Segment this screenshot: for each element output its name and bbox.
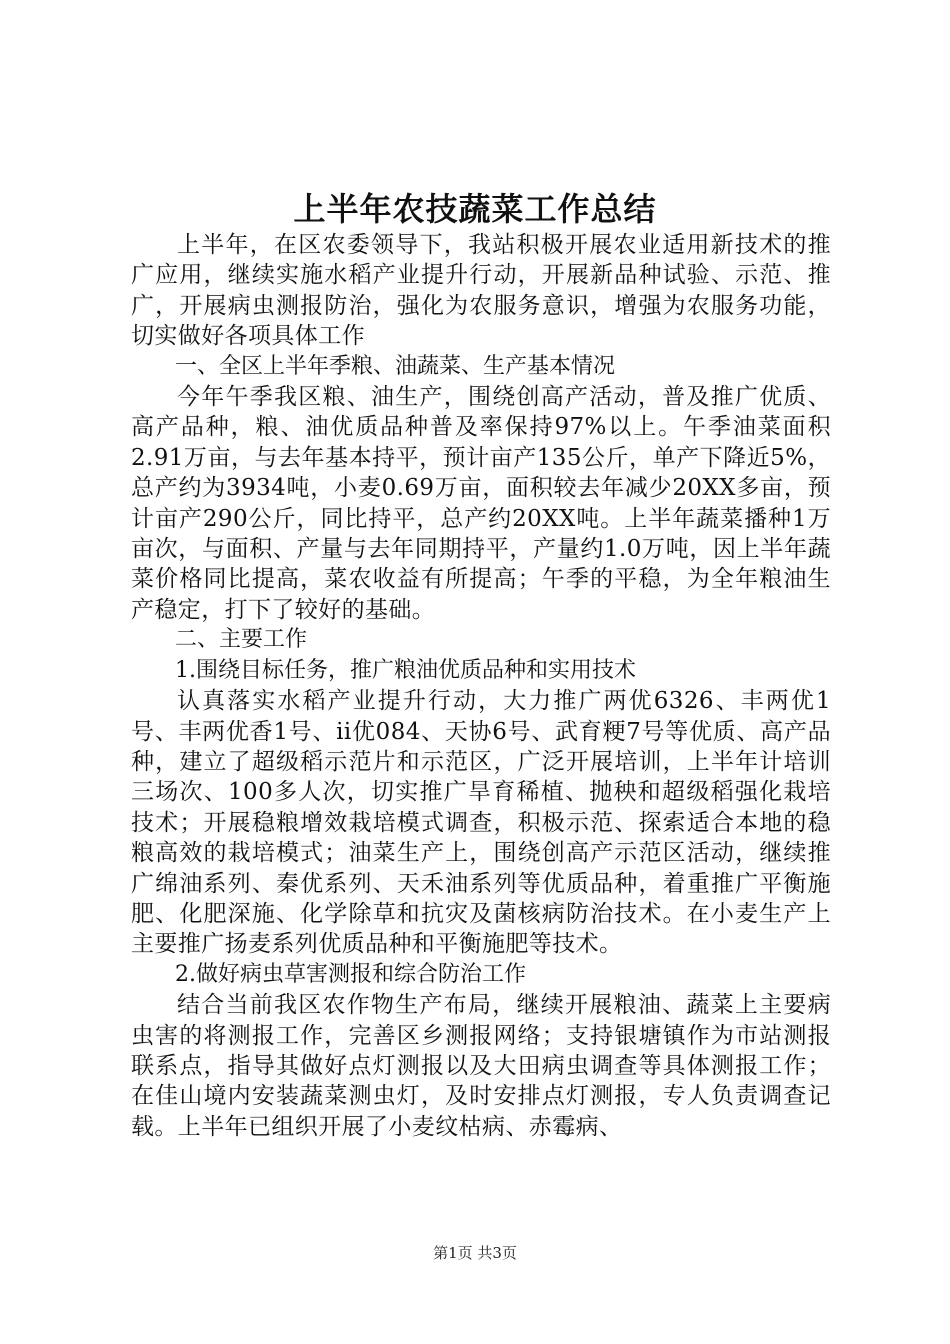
section-2-heading: 二、主要工作: [175, 627, 308, 653]
page-number-footer: 第1页 共3页: [433, 1244, 517, 1262]
section-1-paragraph: 今年午季我区粮、油生产，围绕创高产活动，普及推广优质、高产品种，粮、油优质品种普及率保持97%以上。午季油菜面积2.91万亩，与去年基本持平，预计亩产135公斤，单产下降近5%，总产约为3934吨，小麦0.69万亩，面积较去年减少20XX多亩，预计亩产290公斤，同比持平，总产约20XX吨。上半年蔬菜播种1万亩次，与面积、产量与去年同期持平，产量约1.0万吨，因上半年蔬菜价格同比提高，菜农收益有所提高；午季的平稳，为全年粮油生产稳定，打下了较好的基础。: [131, 384, 831, 623]
section-1-heading: 一、全区上半年季粮、油蔬菜、生产基本情况: [175, 353, 616, 379]
subsection-1-paragraph: 认真落实水稻产业提升行动，大力推广两优6326、丰两优1号、丰两优香1号、ii优084、天协6号、武育粳7号等优质、高产品种，建立了超级稻示范片和示范区，广泛开展培训，上半年计培训三场次、100多人次，切实推广旱育稀植、抛秧和超级稻强化栽培技术；开展稳粮增效栽培模式调查，积极示范、探索适合本地的稳粮高效的栽培模式；油菜生产上，围绕创高产示范区活动，继续推广绵油系列、秦优系列、天禾油系列等优质品种，着重推广平衡施肥、化肥深施、化学除草和抗灾及菌核病防治技术。在小麦生产上主要推广扬麦系列优质品种和平衡施肥等技术。: [131, 688, 831, 958]
intro-paragraph: 上半年，在区农委领导下，我站积极开展农业适用新技术的推广应用，继续实施水稻产业提升行动，开展新品种试验、示范、推广，开展病虫测报防治，强化为农服务意识，增强为农服务功能，切实做好各项具体工作: [131, 232, 831, 350]
subsection-1-heading: 1.围绕目标任务，推广粮油优质品种和实用技术: [175, 657, 636, 683]
subsection-2-heading: 2.做好病虫草害测报和综合防治工作: [175, 961, 526, 987]
subsection-2-paragraph: 结合当前我区农作物生产布局，继续开展粮油、蔬菜上主要病虫害的将测报工作，完善区乡测报网络；支持银塘镇作为市站测报联系点，指导其做好点灯测报以及大田病虫调查等具体测报工作；在佳山境内安装蔬菜测虫灯，及时安排点灯测报，专人负责调查记载。上半年已组织开展了小麦纹枯病、赤霉病、: [131, 992, 831, 1140]
document-title: 上半年农技蔬菜工作总结: [293, 190, 657, 228]
document-body: [131, 230, 831, 1142]
